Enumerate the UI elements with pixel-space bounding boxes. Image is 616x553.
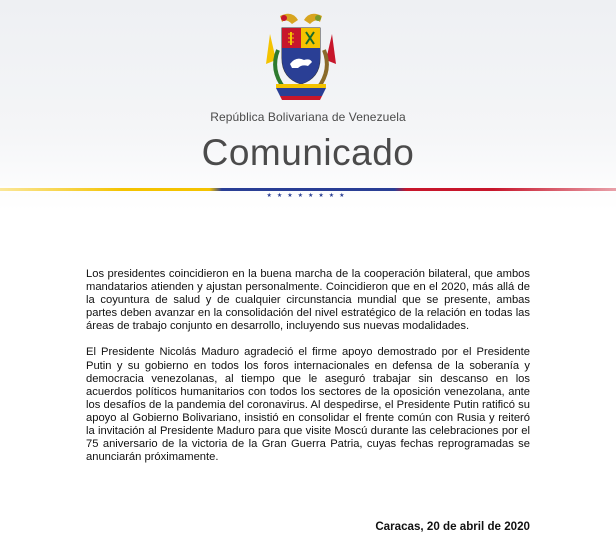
stars-row: ★★★★★★★★ xyxy=(266,193,350,199)
paragraph: Los presidentes coincidieron en la buena marcha de la cooperación bilateral, que ambos mandatarios atienden y ajustan personalmente. Coincidieron que en el 2020, más allá de la coyuntura de salud y de cualquier circunstancia mundial que se presente, ambas partes deben avanzar en la consolidación del nivel estratégico de la relación en todas las áreas de trabajo conjunto en desarrollo, incluyendo sus nuevas modalidades. xyxy=(86,268,530,333)
dateline: Caracas, 20 de abril de 2020 xyxy=(375,520,530,533)
communique-body xyxy=(86,268,530,477)
letterhead xyxy=(0,0,616,210)
republic-name: República Bolivariana de Venezuela xyxy=(210,110,406,124)
page-title: Comunicado xyxy=(201,132,415,173)
paragraph: El Presidente Nicolás Maduro agradeció el firme apoyo demostrado por el Presidente Putin y su gobierno en todos los foros internacionales en defensa de la soberanía y democracia venezolanas, al tiempo que le aseguró trabajar sin descanso en los acuerdos políticos humanitarios con todos los sectores de la oposición venezolana, ante los desafíos de la pandemia del coronavirus. Al despedirse, el Presidente Putin ratificó su apoyo al Gobierno Bolivariano, insistió en consolidar el frente común con Rusia y reiteró la invitación al Presidente Maduro para que visite Moscú durante las celebraciones por el 75 aniversario de la victoria de la Gran Guerra Patria, cuyas fechas reprogramadas se anunciarán próximamente. xyxy=(86,346,530,464)
coat-of-arms-icon xyxy=(262,10,340,102)
